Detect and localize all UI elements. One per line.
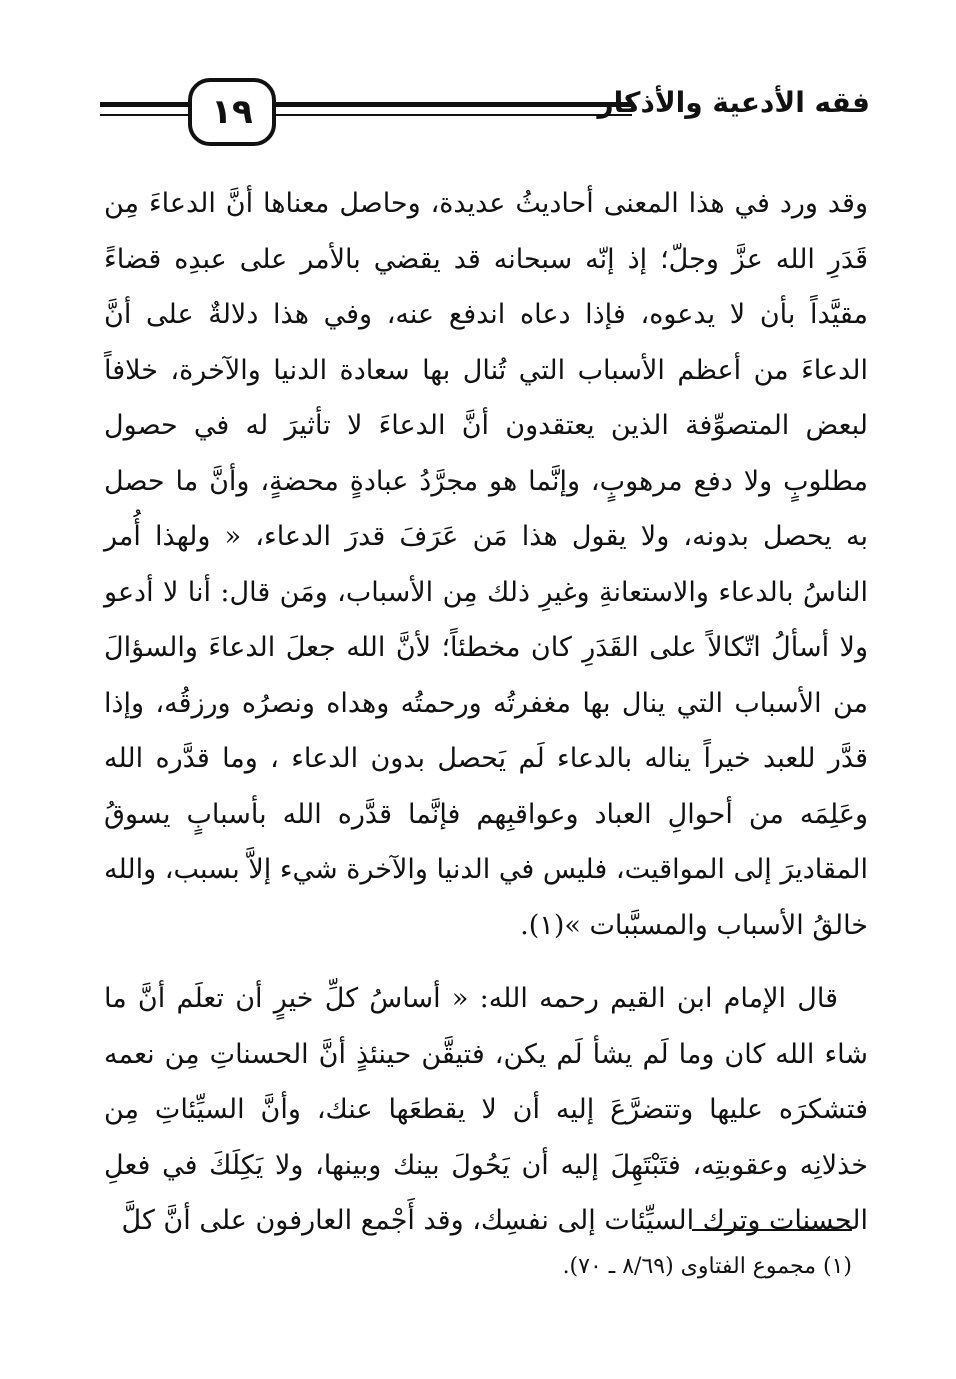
paragraph-1: وقد ورد في هذا المعنى أحاديثُ عديدة، وحاصل معناها أنَّ الدعاءَ مِن قَدَرِ الله عزَّ وجلّ؛ إذ إنّه سبحانه قد يقضي بالأمر على عبدِه قضاءً مقيَّداً بأن لا يدعوه، فإذا دعاه اندفع عنه، وفي هذا دلالةٌ على أنَّ الدعاءَ من أعظم الأسباب التي تُنال بها سعادة الدنيا والآخرة، خلافاً لبعض المتصوِّفة الذين يعتقدون أنَّ الدعاءَ لا تأثيرَ له في حصول مطلوبٍ ولا دفع مرهوبٍ، وإنَّما هو مجرَّدُ عبادةٍ محضةٍ، وأنَّ ما حصل به يحصل بدونه، ولا يقول هذا مَن عَرَفَ قدرَ الدعاء، « ولهذا أُمر الناسُ بالدعاء والاستعانةِ وغيرِ ذلك مِن الأسباب، ومَن قال: أنا لا أدعو ولا أسألُ اتّكالاً على القَدَرِ كان مخطئاً؛ لأنَّ الله جعلَ الدعاءَ والسؤالَ من الأسباب التي ينال بها مغفرتُه ورحمتُه وهداه ونصرُه ورزقُه، وإذا قدَّر للعبد خيراً يناله بالدعاء لَم يَحصل بدون الدعاء ، وما قدَّره الله وعَلِمَه من أحوالِ العباد وعواقبِهم فإنَّما قدَّره الله بأسبابٍ يسوقُ المقاديرَ إلى المواقيت، فليس في الدنيا والآخرة شيء إلاَّ بسبب، والله خالقُ الأسباب والمسبَّبات »(١). [104, 188, 868, 941]
header-rule-right-thin [276, 114, 632, 116]
header-rule-left-thin [100, 114, 188, 116]
page-number: ١٩ [211, 92, 253, 132]
page-header [100, 70, 870, 160]
footnote-separator [692, 1229, 852, 1231]
header-rule-right-thick [276, 102, 632, 107]
footnote: (١) مجموع الفتاوى (٨/٦٩ ـ ٧٠). [562, 1254, 852, 1279]
book-title: فقه الأدعية والأذكار [597, 86, 870, 119]
paragraph-2: قال الإمام ابن القيم رحمه الله: « أساسُ كلِّ خيرٍ أن تعلَم أنَّ ما شاء الله كان وما لَم يشأ لَم يكن، فتيقَّن حينئذٍ أنَّ الحسناتِ مِن نعمه فتشكرَه عليها وتتضرَّعَ إليه أن لا يقطعَها عنك، وأنَّ السيِّئاتِ مِن خذلانِه وعقوبتِه، فتَبْتَهِلَ إليه أن يَحُولَ بينك وبينها، ولا يَكِلَكَ في فعلِ الحسنات وترك السيِّئات إلى نفسِك، وقد أَجْمع العارفون على أنَّ كلَّ [104, 983, 868, 1236]
main-text [104, 176, 868, 1249]
page-number-box [188, 78, 276, 146]
header-rule-left-thick [100, 102, 188, 107]
